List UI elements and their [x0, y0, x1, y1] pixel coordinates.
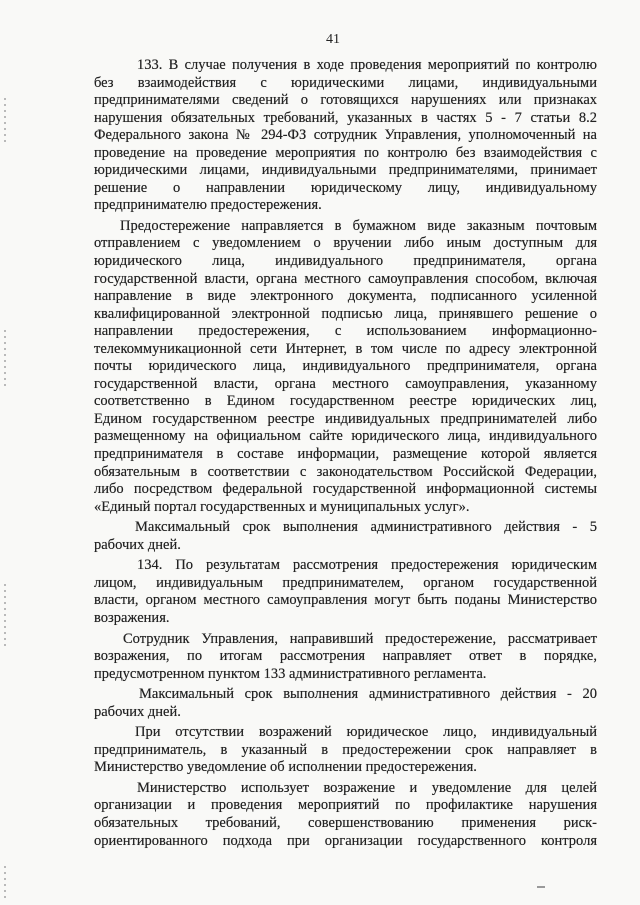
paragraph — [94, 519, 597, 554]
text-line: без взаимодействия с юридическими лицами, индивидуальными — [94, 74, 597, 91]
document-body — [94, 57, 597, 850]
text-line: 133. В случае получения в ходе проведения мероприятий по контролю — [137, 57, 597, 73]
paragraph — [94, 724, 597, 777]
page-number: 41 — [326, 32, 340, 47]
text-line: организации и проведения мероприятий по профилактике нарушения — [94, 797, 597, 814]
scan-artifact — [537, 886, 545, 888]
text-line: Едином государственном реестре индивидуальных предпринимателей либо — [94, 410, 597, 427]
text-line: отправлением с уведомлением о вручении либо иным доступным для — [94, 235, 597, 252]
text-line: юридического лица, индивидуального предпринимателя, органа — [94, 253, 597, 270]
text-line: нарушения обязательных требований, указанных в частях 5 - 7 статьи 8.2 — [94, 109, 597, 126]
text-line: Федерального закона № 294-ФЗ сотрудник Управления, уполномоченный на — [94, 127, 597, 144]
paragraph — [94, 631, 597, 684]
text-line: предусмотренном пунктом 133 административного регламента. — [94, 665, 487, 682]
text-line: Предостережение направляется в бумажном виде заказным почтовым — [120, 217, 597, 234]
text-line: почты юридического лица, индивидуального предпринимателя, органа — [94, 358, 597, 375]
paragraph — [94, 57, 597, 215]
text-line: Максимальный срок выполнения административного действия - 5 — [135, 519, 597, 536]
text-line: квалифицированной электронной подписью лица, принявшего решение о — [94, 305, 597, 322]
text-line: При отсутствии возражений юридическое лицо, индивидуальный — [135, 724, 597, 741]
text-line: предпринимателю предостережения. — [94, 197, 322, 214]
text-line: предпринимателями сведений о готовящихся нарушениях или признаках — [94, 92, 597, 109]
text-line: Министерство уведомление об исполнении предостережения. — [94, 759, 477, 776]
scan-artifact — [4, 330, 6, 386]
text-line: предпринимателя в составе информации, размещение которой является — [94, 446, 597, 463]
text-line: телекоммуникационной сети Интернет, в том числе по адресу электронной — [94, 340, 597, 357]
text-line: «Единый портал государственных и муниципальных услуг». — [94, 498, 470, 515]
text-line: соответственно в Едином государственном реестре юридических лиц, — [94, 393, 597, 410]
paragraph — [94, 557, 597, 627]
text-line: ориентированного подхода при организации государственного контроля — [94, 832, 597, 849]
text-line: проведение на проведение мероприятия по контролю без взаимодействия с — [94, 144, 597, 161]
text-line: власти, органом местного самоуправления могут быть поданы Министерство — [94, 592, 597, 609]
text-line: Максимальный срок выполнения административного действия - 20 — [139, 686, 597, 703]
paragraph — [94, 218, 597, 516]
text-line: возражения. — [94, 609, 170, 626]
scan-artifact — [4, 866, 6, 902]
text-line: направление в виде электронного документа, подписанного усиленной — [94, 288, 597, 305]
text-line: государственной власти, органа местного самоуправления способом, включая — [94, 270, 597, 287]
text-line: решение о направлении юридическому лицу, индивидуальному — [94, 179, 597, 196]
text-line: предприниматель, в указанный в предостережении срок направляет в — [94, 741, 597, 758]
text-line: Сотрудник Управления, направивший предостережение, рассматривает — [123, 630, 597, 647]
scan-artifact — [4, 584, 6, 646]
text-line: государственной власти, органа местного самоуправления, указанному — [94, 375, 597, 392]
text-line: Министерство использует возражение и уведомление для целей — [137, 779, 597, 796]
text-line: обязательных требований, совершенствованию применения риск- — [94, 814, 597, 831]
text-line: направлении предостережения, с использованием информационно- — [94, 323, 597, 340]
text-line: юридическими лицами, индивидуальными предпринимателями, принимает — [94, 162, 597, 179]
text-line: обязательным в соответствии с законодательством Российской Федерации, — [94, 463, 597, 480]
paragraph — [94, 780, 597, 850]
text-line: размещенному на официальном сайте юридического лица, индивидуального — [94, 428, 597, 445]
paragraph — [94, 686, 597, 721]
text-line: 134. По результатам рассмотрения предостережения юридическим — [137, 557, 597, 574]
scan-artifact — [4, 98, 6, 144]
text-line: рабочих дней. — [94, 703, 181, 720]
text-line: возражения, по итогам рассмотрения направляет ответ в порядке, — [94, 648, 597, 665]
text-line: рабочих дней. — [94, 536, 181, 553]
text-line: лицом, индивидуальным предпринимателем, органом государственной — [94, 574, 597, 591]
text-line: либо посредством федеральной государственной информационной системы — [94, 481, 597, 498]
